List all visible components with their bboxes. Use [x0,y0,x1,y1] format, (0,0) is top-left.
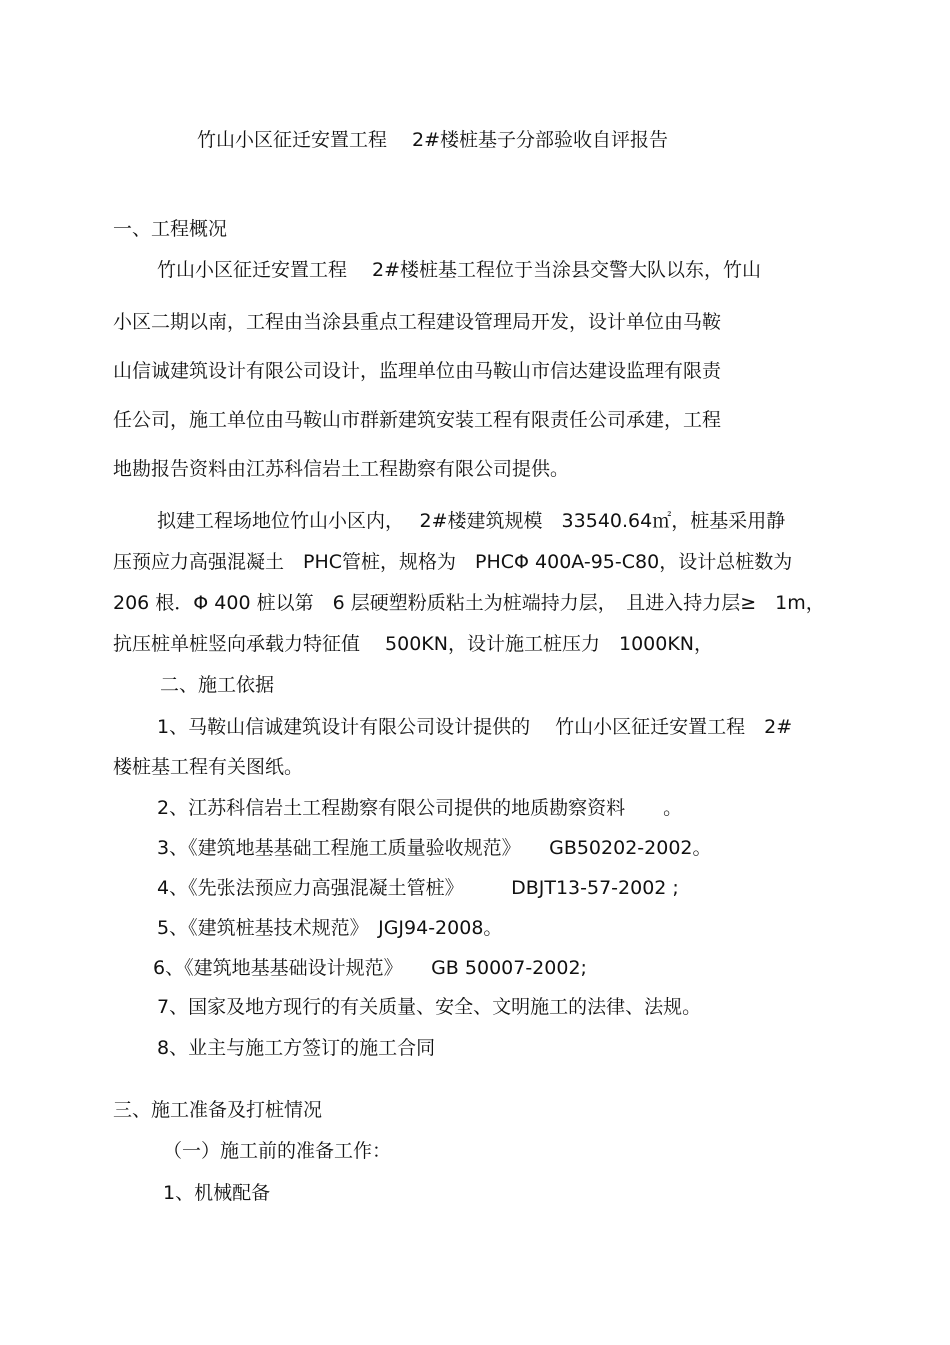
scale-line: 压预应力高强混凝土 PHC管桩，规格为 PHCΦ 400A-95-C80，设计总桩数为 [113,551,793,573]
overview-line: 地勘报告资料由江苏科信岩土工程勘察有限公司提供。 [113,458,570,480]
basis-item: 8、业主与施工方签订的施工合同 [157,1037,436,1059]
overview-line: 任公司，施工单位由马鞍山市群新建筑安装工程有限责任公司承建，工程 [113,409,722,431]
basis-item: 7、国家及地方现行的有关质量、安全、文明施工的法律、法规。 [157,996,702,1018]
section-1-heading: 一、工程概况 [113,218,228,240]
overview-line: 山信诚建筑设计有限公司设计，监理单位由马鞍山市信达建设监理有限责 [113,360,722,382]
basis-item: 1、马鞍山信诚建筑设计有限公司设计提供的 竹山小区征迁安置工程 2# [157,716,793,738]
subsection-item: 1、机械配备 [163,1182,271,1204]
scale-line: 抗压桩单桩竖向承载力特征值 500KN，设计施工桩压力 1000KN， [113,633,714,655]
subsection-heading: （一）施工前的准备工作： [163,1140,392,1162]
basis-item: 4、《先张法预应力高强混凝土管桩》 DBJT13-57-2002 ; [157,877,679,899]
document-title: 竹山小区征迁安置工程 2#楼桩基子分部验收自评报告 [197,129,669,151]
basis-item: 楼桩基工程有关图纸。 [113,756,304,778]
section-2-heading: 二、施工依据 [160,674,275,696]
scale-line: 206 根．Φ 400 桩以第 6 层硬塑粉质粘土为桩端持力层， 且进入持力层≥ 1m， [113,592,825,614]
basis-item: 5、《建筑桩基技术规范》 JGJ94-2008。 [157,917,503,939]
basis-item: 3、《建筑地基基础工程施工质量验收规范》 GB50202-2002。 [157,837,712,859]
basis-item: 2、江苏科信岩土工程勘察有限公司提供的地质勘察资料 。 [157,797,683,819]
overview-line: 小区二期以南，工程由当涂县重点工程建设管理局开发，设计单位由马鞍 [113,311,722,333]
basis-item: 6、《建筑地基基础设计规范》 GB 50007-2002; [153,957,587,979]
scale-line: 拟建工程场地位竹山小区内， 2#楼建筑规模 33540.64㎡，桩基采用静 [157,510,786,532]
section-3-heading: 三、施工准备及打桩情况 [113,1099,323,1121]
overview-line: 竹山小区征迁安置工程 2#楼桩基工程位于当涂县交警大队以东，竹山 [157,259,762,281]
